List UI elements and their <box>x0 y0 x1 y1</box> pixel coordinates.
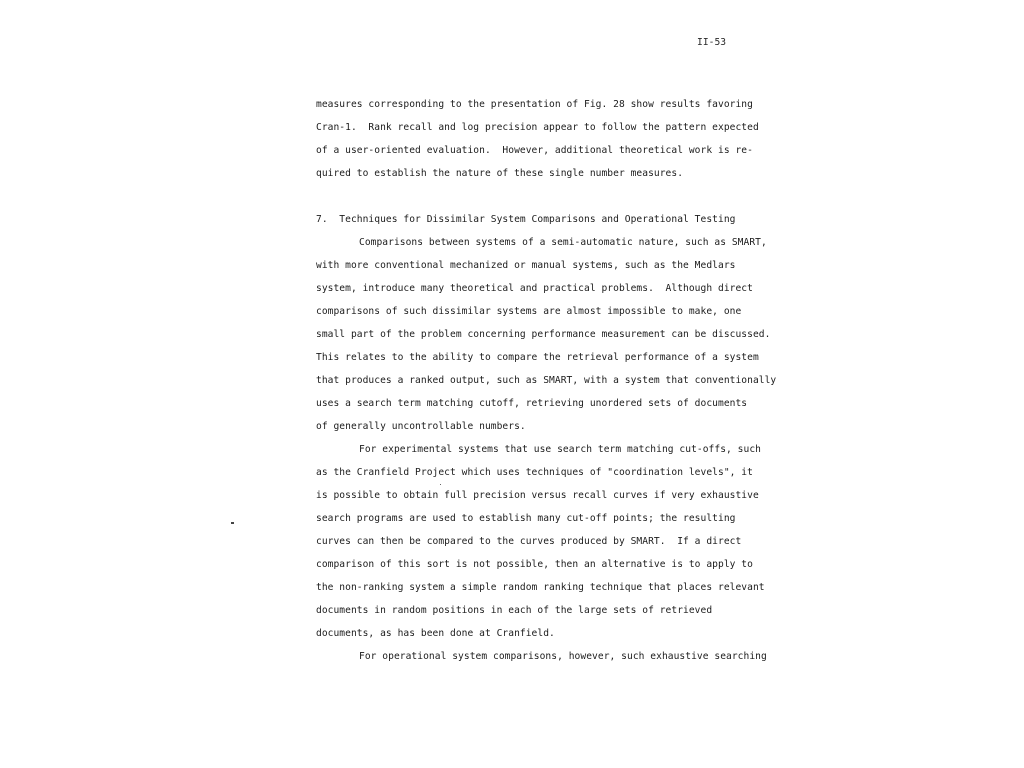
paragraph-3-line-1: For experimental systems that use search term matching cut-offs, such <box>359 444 761 455</box>
page-number: II-53 <box>697 37 727 48</box>
scan-artifact-dot <box>440 484 441 485</box>
paragraph-2-line-2: with more conventional mechanized or manual systems, such as the Medlars <box>316 260 736 271</box>
paragraph-3-line-3: is possible to obtain full precision versus recall curves if very exhaustive <box>316 490 759 501</box>
paragraph-2-line-4: comparisons of such dissimilar systems are almost impossible to make, one <box>316 306 742 317</box>
paragraph-3-line-4: search programs are used to establish many cut-off points; the resulting <box>316 513 736 524</box>
paragraph-1-line-3: of a user-oriented evaluation. However, additional theoretical work is re- <box>316 145 753 156</box>
paragraph-2-line-7: that produces a ranked output, such as SMART, with a system that conventionally <box>316 375 777 386</box>
paragraph-3-line-8: documents in random positions in each of the large sets of retrieved <box>316 605 713 616</box>
paragraph-2-line-1: Comparisons between systems of a semi-automatic nature, such as SMART, <box>359 237 767 248</box>
section-heading: 7. Techniques for Dissimilar System Comparisons and Operational Testing <box>316 214 736 225</box>
paragraph-1-line-1: measures corresponding to the presentation of Fig. 28 show results favoring <box>316 99 753 110</box>
paragraph-3-line-6: comparison of this sort is not possible, then an alternative is to apply to <box>316 559 753 570</box>
paragraph-3-line-5: curves can then be compared to the curves produced by SMART. If a direct <box>316 536 742 547</box>
paragraph-2-line-3: system, introduce many theoretical and practical problems. Although direct <box>316 283 753 294</box>
paragraph-2-line-8: uses a search term matching cutoff, retrieving unordered sets of documents <box>316 398 748 409</box>
paragraph-3-line-2: as the Cranfield Project which uses techniques of "coordination levels", it <box>316 467 753 478</box>
paragraph-2-line-6: This relates to the ability to compare the retrieval performance of a system <box>316 352 759 363</box>
paragraph-3-line-7: the non-ranking system a simple random ranking technique that places relevant <box>316 582 765 593</box>
paragraph-2-line-5: small part of the problem concerning performance measurement can be discussed. <box>316 329 771 340</box>
paragraph-4-line-1: For operational system comparisons, however, such exhaustive searching <box>359 651 767 662</box>
paragraph-1-line-2: Cran-1. Rank recall and log precision appear to follow the pattern expected <box>316 122 759 133</box>
paragraph-3-line-9: documents, as has been done at Cranfield. <box>316 628 555 639</box>
paragraph-2-line-9: of generally uncontrollable numbers. <box>316 421 526 432</box>
paragraph-1-line-4: quired to establish the nature of these single number measures. <box>316 168 684 179</box>
scan-artifact-mark <box>231 522 234 524</box>
